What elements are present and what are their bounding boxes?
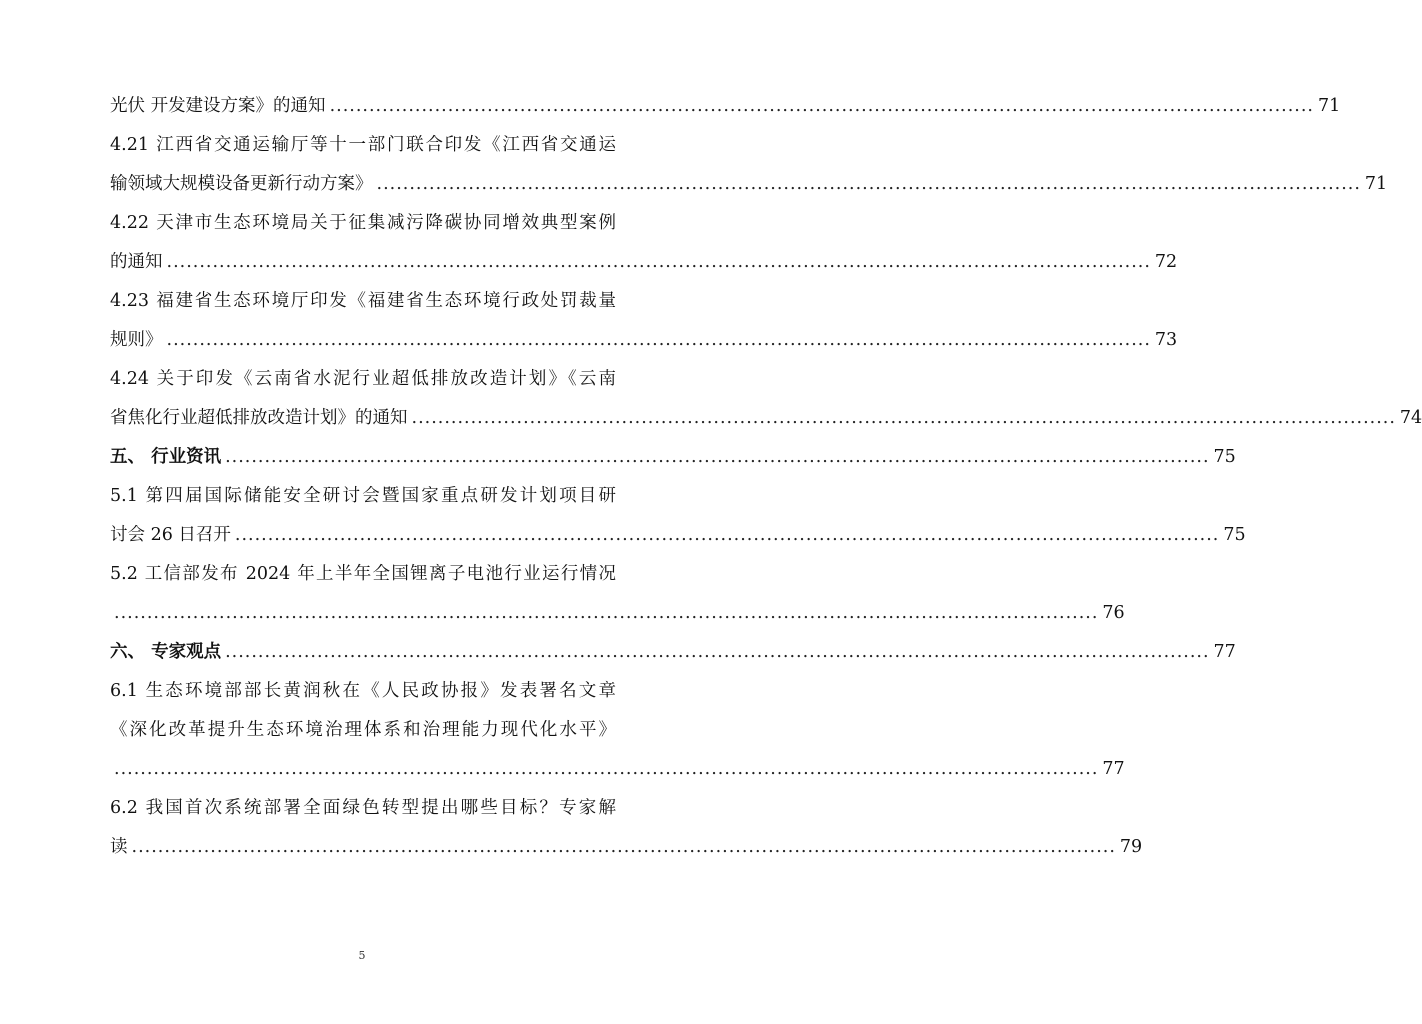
- toc-leader-dots: ......................................................................................................................................................: [234, 525, 1220, 545]
- toc-entry-text: 6.2 我国首次系统部署全面绿色转型提出哪些目标？专家解: [110, 798, 616, 818]
- toc-leader-dots: ......................................................................................................................................................: [225, 642, 1210, 662]
- toc-leader-dots: ......................................................................................................................................................: [114, 759, 1099, 779]
- toc-entry[interactable]: [110, 716, 616, 744]
- toc-entry[interactable]: [110, 404, 1422, 432]
- toc-page-number: 71: [1317, 96, 1341, 116]
- toc-entry[interactable]: [110, 170, 1388, 198]
- toc-section-heading[interactable]: [110, 638, 1236, 666]
- toc-entry-text: 讨会 26 日召开: [110, 525, 231, 545]
- toc-entry[interactable]: [110, 248, 1178, 276]
- toc-page-number: 79: [1119, 837, 1143, 857]
- toc-page-number: 75: [1213, 447, 1236, 467]
- toc-entry-text: 4.24 关于印发《云南省水泥行业超低排放改造计划》《云南: [110, 369, 616, 389]
- toc-page-number: 71: [1364, 174, 1388, 194]
- toc-entry[interactable]: [110, 326, 1178, 354]
- toc-entry[interactable]: [110, 794, 616, 822]
- toc-entry[interactable]: [110, 833, 1143, 861]
- toc-entry[interactable]: [110, 92, 1341, 120]
- toc-section-heading[interactable]: [110, 443, 1236, 471]
- toc-entry-text: 4.22 天津市生态环境局关于征集减污降碳协同增效典型案例: [110, 213, 616, 233]
- toc-entry-text: 光伏 开发建设方案》的通知: [110, 96, 326, 116]
- toc-leader-dots: ......................................................................................................................................................: [376, 174, 1361, 194]
- toc-entry[interactable]: [110, 365, 616, 393]
- toc-page-number: 76: [1102, 603, 1125, 623]
- toc-page-number: 73: [1154, 330, 1178, 350]
- toc-page-number: 77: [1213, 642, 1236, 662]
- toc-entry[interactable]: [110, 209, 616, 237]
- toc-entry[interactable]: [110, 521, 1246, 549]
- page-number: 5: [358, 949, 366, 962]
- toc-entry[interactable]: [110, 287, 616, 315]
- toc-entry[interactable]: [110, 560, 616, 588]
- toc-entry[interactable]: [110, 131, 616, 159]
- toc-entry-text: 输领域大规模设备更新行动方案》: [110, 174, 373, 194]
- toc-entry-text: 6.1 生态环境部部长黄润秋在《人民政协报》发表署名文章: [110, 681, 616, 701]
- toc-leader-dots: ......................................................................................................................................................: [225, 447, 1210, 467]
- toc-leader-dots: ......................................................................................................................................................: [114, 603, 1099, 623]
- toc-leader-dots: ......................................................................................................................................................: [166, 252, 1151, 272]
- toc-leader-dots: ......................................................................................................................................................: [131, 837, 1116, 857]
- toc-leader-dots: ......................................................................................................................................................: [166, 330, 1151, 350]
- toc-entry-text: 的通知: [110, 252, 163, 272]
- toc-leader-dots: ......................................................................................................................................................: [411, 408, 1396, 428]
- toc-entry-text: 省焦化行业超低排放改造计划》的通知: [110, 408, 408, 428]
- toc-leader-dots: ......................................................................................................................................................: [329, 96, 1314, 116]
- toc-entry-text: 4.23 福建省生态环境厅印发《福建省生态环境行政处罚裁量: [110, 291, 616, 311]
- toc-page-number: 75: [1223, 525, 1246, 545]
- toc-entry-text: 规则》: [110, 330, 163, 350]
- toc-entry[interactable]: [110, 599, 1125, 627]
- toc-entry[interactable]: [110, 677, 616, 705]
- toc-entry-text: 4.21 江西省交通运输厅等十一部门联合印发《江西省交通运: [110, 135, 616, 155]
- toc-entry-text: 《深化改革提升生态环境治理体系和治理能力现代化水平》: [110, 720, 616, 740]
- toc-page-number: 77: [1102, 759, 1125, 779]
- toc-entry[interactable]: [110, 755, 1125, 783]
- toc-entry-text: 5.2 工信部发布 2024 年上半年全国锂离子电池行业运行情况: [110, 564, 616, 584]
- toc-entry-text: 读: [110, 837, 128, 857]
- toc-page-number: 74: [1399, 408, 1422, 428]
- toc-entry-text: 五、 行业资讯: [110, 447, 222, 467]
- toc-entry-text: 六、 专家观点: [110, 642, 222, 662]
- toc-entry-text: 5.1 第四届国际储能安全研讨会暨国家重点研发计划项目研: [110, 486, 616, 506]
- toc-page-number: 72: [1154, 252, 1178, 272]
- toc-entry[interactable]: [110, 482, 616, 510]
